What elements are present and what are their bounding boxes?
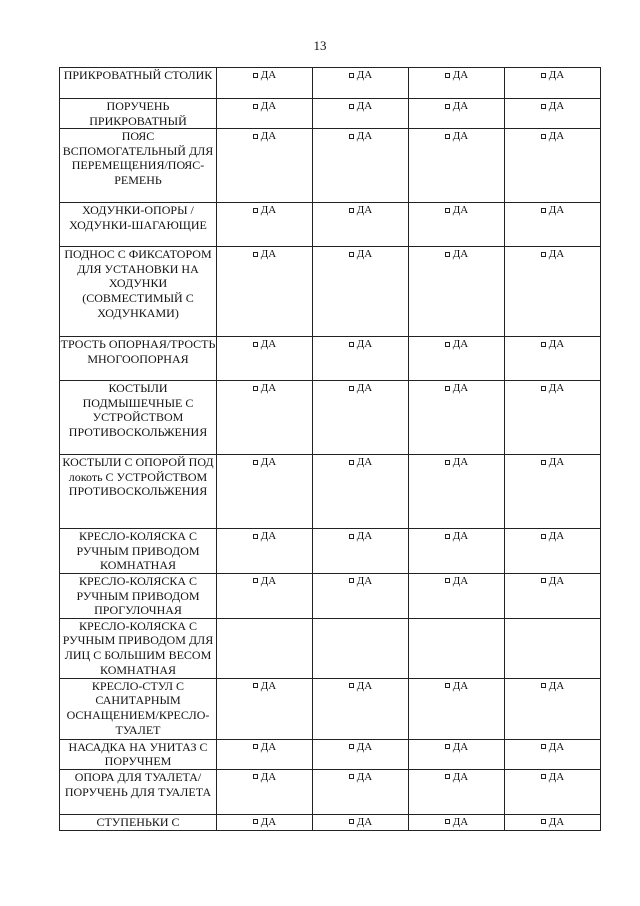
item-name: ПРИКРОВАТНЫЙ СТОЛИК [60,68,217,99]
table-row [60,769,601,814]
checkbox-option[interactable] [409,99,504,113]
option-cell [505,247,601,337]
item-name: КРЕСЛО-КОЛЯСКА С РУЧНЫМ ПРИВОДОМ ПРОГУЛОЧНАЯ [60,573,217,618]
checkbox-icon[interactable] [445,386,450,391]
option-cell [409,203,505,247]
option-cell [313,381,409,455]
checkbox-label: ДА [356,204,373,217]
option-cell [409,573,505,618]
checkbox-label: ДА [260,248,277,261]
checkbox-icon[interactable] [349,578,354,583]
option-cell [313,337,409,381]
checkbox-option[interactable] [313,203,408,217]
checkbox-option[interactable] [217,679,312,693]
table-row [60,455,601,529]
table-row [60,247,601,337]
checkbox-icon[interactable] [253,460,258,465]
checkbox-label: ДА [548,382,565,395]
checkbox-label: ДА [452,204,469,217]
checkbox-icon[interactable] [445,73,450,78]
checkbox-label: ДА [356,530,373,543]
option-cell [313,529,409,574]
checkbox-option[interactable] [505,99,600,113]
checkbox-label: ДА [548,100,565,112]
checkbox-label: ДА [356,248,373,261]
checkbox-label: ДА [356,456,373,469]
checkbox-icon[interactable] [541,342,546,347]
table-row [60,99,601,129]
checkbox-option[interactable] [313,99,408,113]
checkbox-icon[interactable] [349,460,354,465]
checkbox-label: ДА [356,574,373,587]
checkbox-icon[interactable] [349,73,354,78]
checkbox-option[interactable] [409,381,504,395]
table-row [60,337,601,381]
checkbox-option[interactable] [313,770,408,784]
checkbox-label: ДА [260,679,277,692]
option-cell [313,247,409,337]
table-row [60,68,601,99]
checkbox-icon[interactable] [349,819,354,824]
checkbox-icon[interactable] [541,460,546,465]
checkbox-option[interactable] [505,68,600,82]
checkbox-option[interactable] [409,129,504,143]
checkbox-label: ДА [356,815,373,828]
checkbox-icon[interactable] [349,342,354,347]
option-cell [313,769,409,814]
checkbox-option[interactable] [409,68,504,82]
checkbox-option[interactable] [409,529,504,543]
checkbox-option[interactable] [409,679,504,693]
option-cell [217,455,313,529]
checkbox-option[interactable] [409,574,504,588]
checkbox-label: ДА [260,338,277,351]
option-cell [217,573,313,618]
checkbox-label: ДА [356,679,373,692]
option-cell [217,247,313,337]
checkbox-icon[interactable] [541,774,546,779]
checkbox-label: ДА [548,815,565,828]
checkbox-option[interactable] [313,815,408,829]
checkbox-icon[interactable] [445,460,450,465]
checkbox-label: ДА [356,130,373,143]
checkbox-icon[interactable] [541,386,546,391]
checkbox-label: ДА [548,679,565,692]
option-cell [217,529,313,574]
checkbox-icon[interactable] [445,683,450,688]
option-cell [409,678,505,739]
option-cell [313,678,409,739]
option-cell [313,68,409,99]
checkbox-label: ДА [548,456,565,469]
checkbox-icon[interactable] [541,744,546,749]
option-cell [409,247,505,337]
option-cell [505,68,601,99]
checkbox-option[interactable] [313,68,408,82]
checkbox-label: ДА [260,740,277,753]
checkbox-label: ДА [260,382,277,395]
checkbox-icon[interactable] [445,134,450,139]
checkbox-option[interactable] [313,574,408,588]
checkbox-icon[interactable] [349,534,354,539]
checkbox-label: ДА [452,130,469,143]
checkbox-icon[interactable] [541,134,546,139]
checkbox-option[interactable] [505,203,600,217]
checkbox-option[interactable] [313,529,408,543]
checkbox-label: ДА [548,574,565,587]
checkbox-label: ДА [452,770,469,783]
option-cell [409,99,505,129]
checkbox-icon[interactable] [445,819,450,824]
item-name: ХОДУНКИ-ОПОРЫ /ХОДУНКИ-ШАГАЮЩИЕ [60,203,217,247]
checkbox-icon[interactable] [445,342,450,347]
checkbox-icon[interactable] [253,386,258,391]
checkbox-option[interactable] [505,770,600,784]
checkbox-icon[interactable] [541,683,546,688]
checkbox-option[interactable] [217,129,312,143]
checkbox-option[interactable] [505,574,600,588]
checkbox-option[interactable] [505,529,600,543]
option-cell [409,381,505,455]
checkbox-icon[interactable] [445,252,450,257]
checkbox-option[interactable] [505,455,600,469]
checkbox-option[interactable] [313,337,408,351]
checkbox-label: ДА [260,770,277,783]
item-name: НАСАДКА НА УНИТАЗ С ПОРУЧНЕМ [60,739,217,769]
checkbox-label: ДА [452,679,469,692]
item-name: ПОЯС ВСПОМОГАТЕЛЬНЫЙ ДЛЯ ПЕРЕМЕЩЕНИЯ/ПОЯС-РЕМЕНЬ [60,129,217,203]
option-cell [505,99,601,129]
option-cell [217,68,313,99]
checkbox-option[interactable] [313,129,408,143]
checkbox-label: ДА [452,574,469,587]
option-cell [505,573,601,618]
item-name: КРЕСЛО-СТУЛ С САНИТАРНЫМ ОСНАЩЕНИЕМ/КРЕСЛО-ТУАЛЕТ [60,678,217,739]
checkbox-label: ДА [452,815,469,828]
checkbox-label: ДА [356,740,373,753]
option-cell [313,99,409,129]
checkbox-label: ДА [452,382,469,395]
checkbox-label: ДА [356,770,373,783]
item-name: ПОРУЧЕНЬ ПРИКРОВАТНЫЙ [60,99,217,129]
checkbox-option[interactable] [217,247,312,261]
checkbox-icon[interactable] [253,342,258,347]
option-cell [313,814,409,830]
checkbox-option[interactable] [313,247,408,261]
table-row [60,203,601,247]
item-name: ПОДНОС С ФИКСАТОРОМ ДЛЯ УСТАНОВКИ НА ХОДУНКИ (СОВМЕСТИМЫЙ С ХОДУНКАМИ) [60,247,217,337]
checkbox-option[interactable] [217,574,312,588]
option-cell [313,618,409,678]
checkbox-icon[interactable] [445,104,450,109]
option-cell [505,739,601,769]
option-cell [217,337,313,381]
checkbox-label: ДА [548,740,565,753]
checkbox-icon[interactable] [541,578,546,583]
checkbox-option[interactable] [217,770,312,784]
table-row [60,678,601,739]
checkbox-label: ДА [548,530,565,543]
checkbox-option[interactable] [217,529,312,543]
checkbox-label: ДА [548,204,565,217]
option-cell [505,337,601,381]
checkbox-option[interactable] [409,203,504,217]
checkbox-label: ДА [452,69,469,81]
checkbox-option[interactable] [217,99,312,113]
option-cell [217,129,313,203]
checkbox-option[interactable] [313,740,408,754]
checkbox-icon[interactable] [445,208,450,213]
checkbox-label: ДА [548,69,565,81]
checkbox-label: ДА [356,69,373,81]
item-name: СТУПЕНЬКИ С [60,814,217,830]
option-cell [409,618,505,678]
option-cell [505,203,601,247]
checkbox-icon[interactable] [349,744,354,749]
checkbox-label: ДА [452,338,469,351]
checkbox-icon[interactable] [445,578,450,583]
table-row [60,814,601,830]
checkbox-label: ДА [452,530,469,543]
checkbox-icon[interactable] [253,578,258,583]
checkbox-option[interactable] [505,381,600,395]
checkbox-label: ДА [260,456,277,469]
checkbox-icon[interactable] [349,683,354,688]
checkbox-icon[interactable] [253,819,258,824]
checkbox-label: ДА [356,100,373,112]
option-cell [217,739,313,769]
checkbox-option[interactable] [217,740,312,754]
option-cell [313,203,409,247]
option-cell [217,203,313,247]
checkbox-icon[interactable] [541,208,546,213]
checkbox-option[interactable] [313,381,408,395]
checkbox-option[interactable] [409,770,504,784]
checkbox-label: ДА [356,382,373,395]
checkbox-option[interactable] [313,455,408,469]
table-row [60,739,601,769]
table-row [60,529,601,574]
option-cell [217,678,313,739]
checkbox-icon[interactable] [349,104,354,109]
checkbox-option[interactable] [505,740,600,754]
checkbox-icon[interactable] [253,534,258,539]
option-cell [313,129,409,203]
checkbox-icon[interactable] [253,208,258,213]
option-cell [409,739,505,769]
checkbox-label: ДА [260,100,277,112]
item-name: КОСТЫЛИ ПОДМЫШЕЧНЫЕ С УСТРОЙСТВОМ ПРОТИВОСКОЛЬЖЕНИЯ [60,381,217,455]
option-cell [505,381,601,455]
item-name: ОПОРА ДЛЯ ТУАЛЕТА/ПОРУЧЕНЬ ДЛЯ ТУАЛЕТА [60,769,217,814]
checkbox-option[interactable] [409,247,504,261]
table-row [60,618,601,678]
checkbox-label: ДА [452,740,469,753]
checkbox-option[interactable] [409,740,504,754]
option-cell [409,455,505,529]
checkbox-icon[interactable] [541,252,546,257]
checkbox-label: ДА [260,815,277,828]
checkbox-label: ДА [548,130,565,143]
option-cell [505,769,601,814]
checkbox-icon[interactable] [541,73,546,78]
checkbox-icon[interactable] [349,252,354,257]
checkbox-icon[interactable] [253,73,258,78]
checkbox-icon[interactable] [445,534,450,539]
checkbox-option[interactable] [409,337,504,351]
checkbox-label: ДА [356,338,373,351]
checkbox-label: ДА [548,248,565,261]
checkbox-icon[interactable] [253,252,258,257]
checkbox-icon[interactable] [445,774,450,779]
option-cell [409,529,505,574]
option-cell [505,618,601,678]
option-cell [505,678,601,739]
checkbox-label: ДА [260,130,277,143]
checkbox-option[interactable] [409,815,504,829]
checkbox-icon[interactable] [349,774,354,779]
option-cell [313,455,409,529]
checkbox-option[interactable] [217,337,312,351]
checkbox-icon[interactable] [253,774,258,779]
checkbox-icon[interactable] [253,744,258,749]
page-number: 13 [313,38,327,53]
option-cell [217,381,313,455]
option-cell [313,573,409,618]
checkbox-icon[interactable] [349,208,354,213]
table-row [60,129,601,203]
option-cell [217,814,313,830]
checkbox-label: ДА [260,530,277,543]
checkbox-label: ДА [260,204,277,217]
checkbox-option[interactable] [505,247,600,261]
item-name: КОСТЫЛИ С ОПОРОЙ ПОД локоть С УСТРОЙСТВОМ ПРОТИВОСКОЛЬЖЕНИЯ [60,455,217,529]
checkbox-option[interactable] [217,815,312,829]
item-name: КРЕСЛО-КОЛЯСКА С РУЧНЫМ ПРИВОДОМ ДЛЯ ЛИЦ С БОЛЬШИМ ВЕСОМ КОМНАТНАЯ [60,618,217,678]
checkbox-icon[interactable] [253,104,258,109]
checkbox-option[interactable] [217,455,312,469]
item-name: ТРОСТЬ ОПОРНАЯ/ТРОСТЬ МНОГООПОРНАЯ [60,337,217,381]
checkbox-option[interactable] [505,337,600,351]
option-cell [409,814,505,830]
checkbox-label: ДА [260,69,277,81]
checkbox-label: ДА [452,456,469,469]
table-row [60,573,601,618]
option-cell [217,769,313,814]
equipment-table [59,67,601,831]
option-cell [505,814,601,830]
checkbox-option[interactable] [409,455,504,469]
checkbox-icon[interactable] [541,104,546,109]
checkbox-icon[interactable] [349,386,354,391]
option-cell [409,769,505,814]
checkbox-icon[interactable] [445,744,450,749]
checkbox-option[interactable] [217,381,312,395]
checkbox-option[interactable] [505,679,600,693]
checkbox-label: ДА [260,574,277,587]
option-cell [409,68,505,99]
checkbox-icon[interactable] [541,534,546,539]
option-cell [505,529,601,574]
checkbox-icon[interactable] [349,134,354,139]
option-cell [409,337,505,381]
checkbox-label: ДА [452,248,469,261]
item-name: КРЕСЛО-КОЛЯСКА С РУЧНЫМ ПРИВОДОМ КОМНАТНАЯ [60,529,217,574]
checkbox-option[interactable] [505,815,600,829]
checkbox-label: ДА [548,770,565,783]
checkbox-option[interactable] [313,679,408,693]
checkbox-label: ДА [548,338,565,351]
option-cell [409,129,505,203]
checkbox-label: ДА [452,100,469,112]
option-cell [217,618,313,678]
checkbox-option[interactable] [217,203,312,217]
option-cell [217,99,313,129]
checkbox-icon[interactable] [253,683,258,688]
checkbox-icon[interactable] [253,134,258,139]
checkbox-option[interactable] [217,68,312,82]
table-row [60,381,601,455]
option-cell [505,129,601,203]
checkbox-option[interactable] [505,129,600,143]
option-cell [505,455,601,529]
option-cell [313,739,409,769]
checkbox-icon[interactable] [541,819,546,824]
